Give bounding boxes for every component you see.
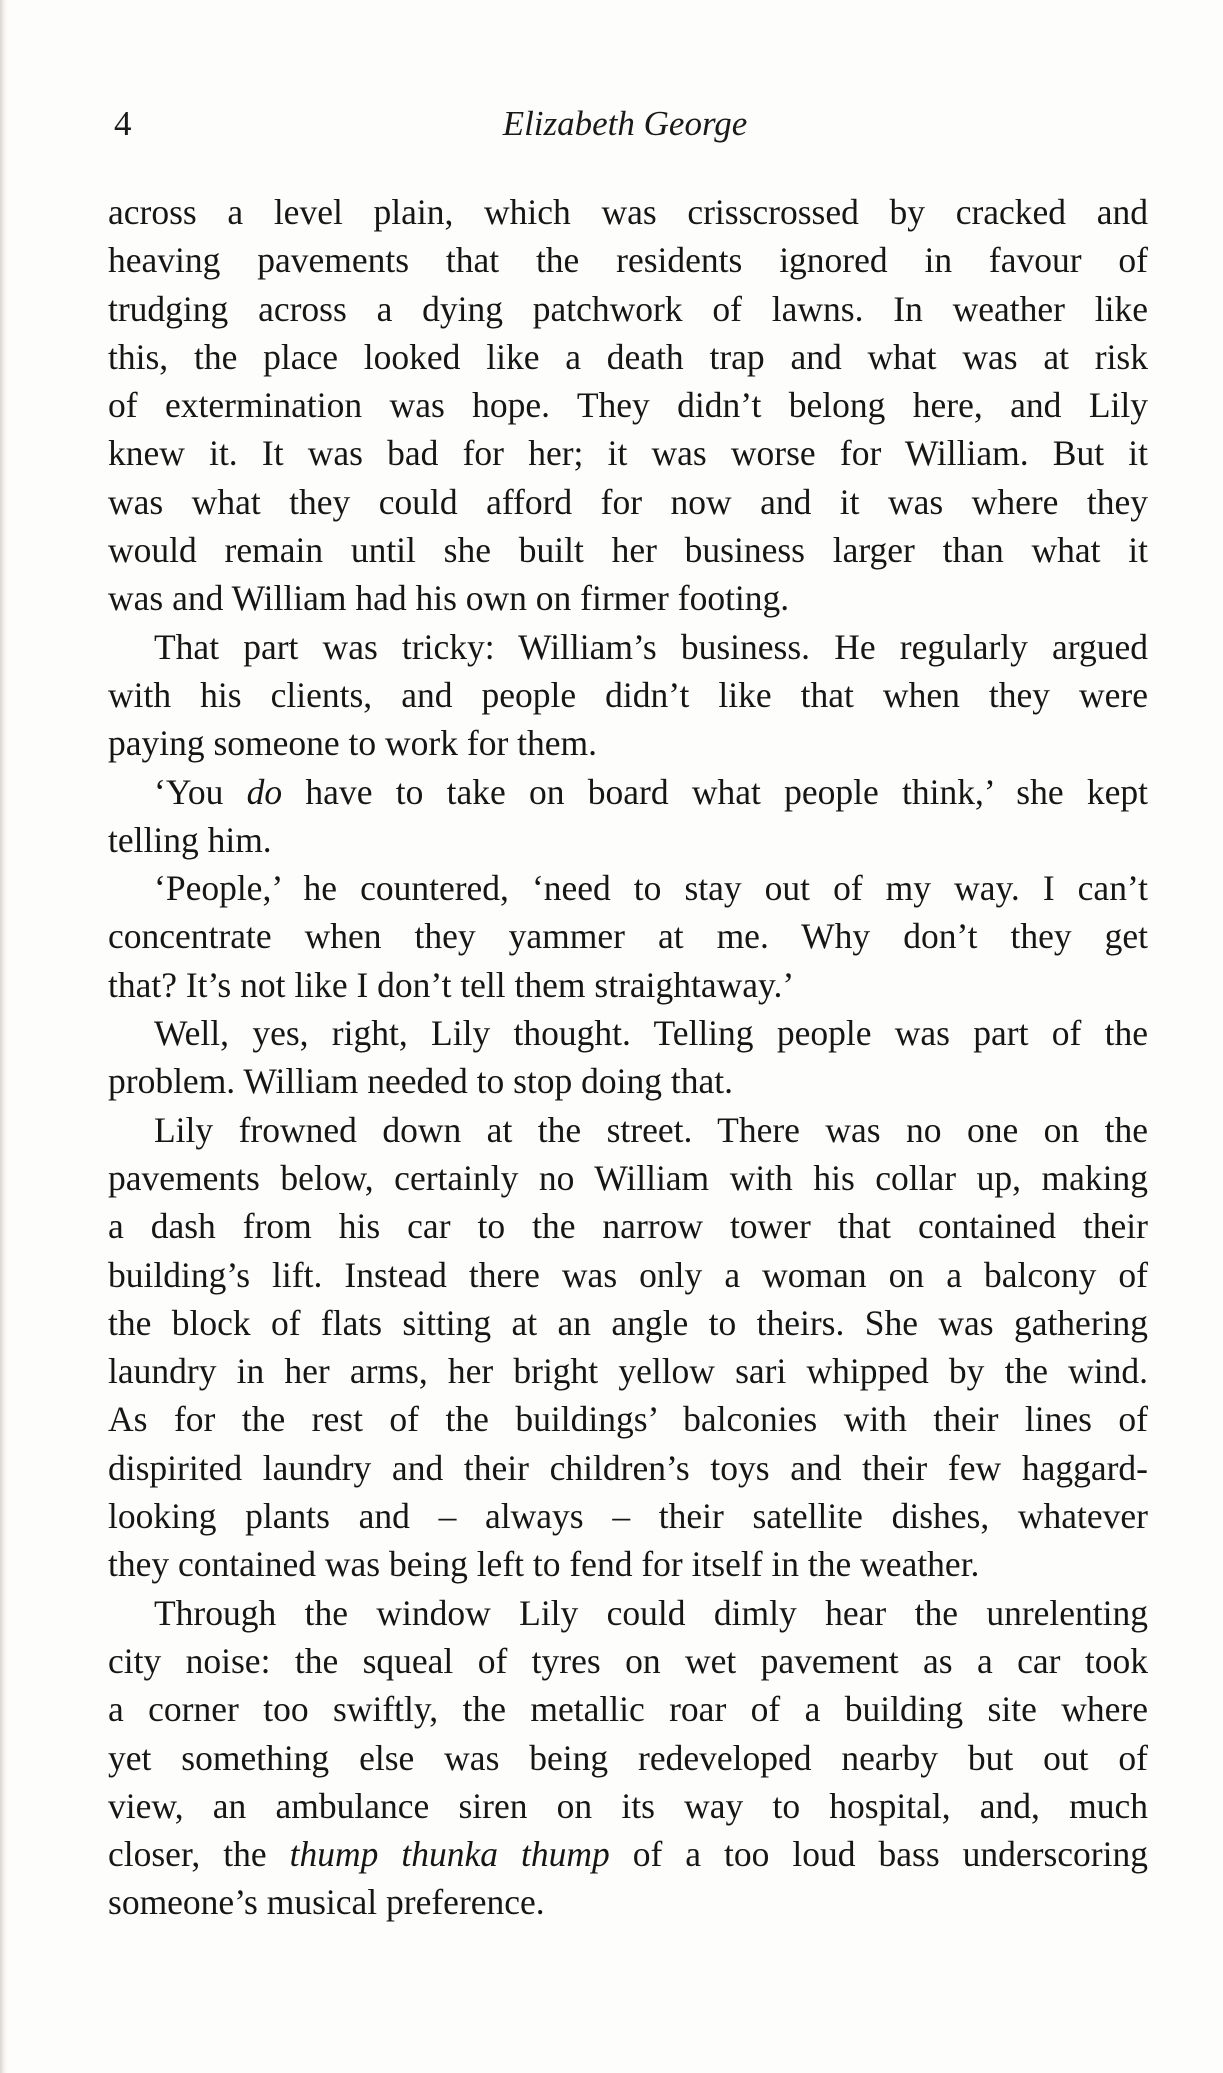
text-line: view, an ambulance siren on its way to hospital, and, much: [108, 1785, 1148, 1826]
text-line: the block of flats sitting at an angle to theirs. She was gathering: [108, 1302, 1148, 1343]
paragraph: [108, 1106, 1148, 1589]
text-line: across a level plain, which was crisscrossed by cracked and: [108, 192, 1148, 232]
text-segment: of a too loud bass underscoring: [609, 1834, 1148, 1875]
text-line: dispirited laundry and their children’s toys and their few haggard-: [108, 1447, 1148, 1488]
running-title: Elizabeth George: [502, 104, 748, 143]
text-line: was what they could afford for now and it was where they: [108, 481, 1148, 522]
text-line: telling him.: [108, 819, 272, 860]
text-line: city noise: the squeal of tyres on wet pavement as a car took: [108, 1640, 1148, 1681]
running-head: [110, 104, 1140, 154]
text-line: of extermination was hope. They didn’t belong here, and Lily: [108, 385, 1148, 426]
text-line: knew it. It was bad for her; it was worse for William. But it: [108, 433, 1148, 474]
text-segment: have to take on board what people think,’ she kept: [282, 771, 1148, 812]
text-line: Lily frowned down at the street. There was no one on the: [154, 1109, 1148, 1150]
text-line: would remain until she built her business larger than what it: [108, 530, 1148, 571]
text-line: problem. William needed to stop doing that.: [108, 1061, 733, 1102]
text-line: this, the place looked like a death trap and what was at risk: [108, 336, 1148, 377]
paragraph: [108, 623, 1148, 768]
text-line: That part was tricky: William’s business. He regularly argued: [154, 626, 1148, 667]
paragraph: [108, 864, 1148, 1009]
text-line: ‘People,’ he countered, ‘need to stay out of my way. I can’t: [154, 868, 1148, 909]
text-line: Through the window Lily could dimly hear the unrelenting: [154, 1592, 1148, 1633]
text-line: heaving pavements that the residents ignored in favour of: [108, 240, 1148, 281]
text-line: yet something else was being redeveloped nearby but out of: [108, 1737, 1148, 1778]
text-line: with his clients, and people didn’t like that when they were: [108, 674, 1148, 715]
text-line: that? It’s not like I don’t tell them straightaway.’: [108, 964, 795, 1005]
text-line: As for the rest of the buildings’ balconies with their lines of: [108, 1399, 1148, 1440]
text-segment: closer, the: [108, 1834, 290, 1875]
body-text: [108, 188, 1148, 1927]
text-segment: ‘You: [154, 771, 247, 812]
page-edge-shadow: [0, 0, 8, 2073]
text-line: laundry in her arms, her bright yellow sari whipped by the wind.: [108, 1351, 1148, 1392]
paragraph: [108, 1589, 1148, 1927]
text-line: a corner too swiftly, the metallic roar of a building site where: [108, 1689, 1148, 1730]
text-line: [108, 768, 1148, 816]
paragraph: [108, 1009, 1148, 1106]
paragraph: [108, 768, 1148, 865]
text-line: trudging across a dying patchwork of lawns. In weather like: [108, 288, 1148, 329]
page-number: 4: [114, 104, 132, 143]
italic-phrase: thump thunka thump: [289, 1834, 610, 1875]
italic-phrase: do: [246, 771, 283, 812]
text-line: Well, yes, right, Lily thought. Telling people was part of the: [154, 1013, 1148, 1054]
paragraph: [108, 188, 1148, 623]
text-line: pavements below, certainly no William with his collar up, making: [108, 1157, 1148, 1198]
text-line: looking plants and – always – their satellite dishes, whatever: [108, 1496, 1148, 1537]
text-line: a dash from his car to the narrow tower that contained their: [108, 1206, 1148, 1247]
text-line: was and William had his own on firmer footing.: [108, 578, 790, 619]
text-line: paying someone to work for them.: [108, 723, 598, 764]
text-line: someone’s musical preference.: [108, 1882, 545, 1923]
text-line: they contained was being left to fend for itself in the weather.: [108, 1544, 980, 1585]
text-line: building’s lift. Instead there was only a woman on a balcony of: [108, 1254, 1148, 1295]
text-line: [108, 1830, 1148, 1878]
text-line: concentrate when they yammer at me. Why don’t they get: [108, 916, 1148, 957]
